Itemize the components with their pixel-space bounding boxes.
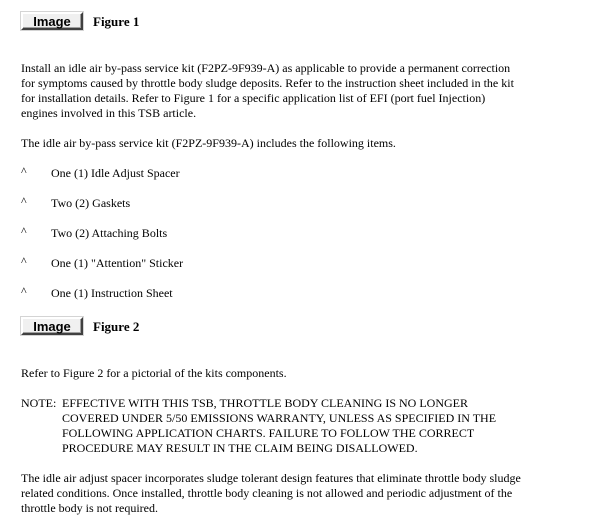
list-item-text: One (1) "Attention" Sticker: [51, 256, 184, 270]
figure-1-row: [21, 10, 139, 32]
caret-bullet-icon: ^: [21, 164, 27, 178]
note-label: NOTE:: [21, 396, 57, 410]
list-item-text: One (1) Instruction Sheet: [51, 286, 173, 300]
figure-2-caption: Figure 2: [93, 318, 140, 334]
list-item-text: One (1) Idle Adjust Spacer: [51, 166, 180, 180]
note-text: EFFECTIVE WITH THIS TSB, THROTTLE BODY CLEANING IS NO LONGER COVERED UNDER 5/50 EMISSIONS WARRANTY, UNLESS AS SPECIFIED IN THE FOLLOWING APPLICATION CHARTS. FAILURE TO FOLLOW THE CORRECT PROCEDURE MAY RESULT IN THE CLAIM BEING DISALLOWED.: [62, 396, 497, 455]
list-item-text: Two (2) Attaching Bolts: [51, 226, 168, 240]
caret-bullet-icon: ^: [21, 224, 27, 238]
figure-1-caption: Figure 1: [93, 13, 140, 29]
figure-1-image-button[interactable]: Image: [21, 12, 83, 30]
warranty-note: [21, 396, 541, 458]
spacer-paragraph: The idle air adjust spacer incorporates sludge tolerant design features that eliminate throttle body sludge related conditions. Once installed, throttle body cleaning is not allowed and periodic adjustment of the throttle body is not required.: [21, 471, 521, 515]
figure-2-image-button[interactable]: Image: [21, 317, 83, 335]
caret-bullet-icon: ^: [21, 254, 27, 268]
caret-bullet-icon: ^: [21, 284, 27, 298]
caret-bullet-icon: ^: [21, 194, 27, 208]
kit-contents-paragraph: The idle air by-pass service kit (F2PZ-9F939-A) includes the following items.: [21, 136, 396, 150]
figure-2-row: [21, 315, 139, 337]
intro-paragraph: Install an idle air by-pass service kit (F2PZ-9F939-A) as applicable to provide a permanent correction for symptoms caused by throttle body sludge deposits. Refer to the instruction sheet included in the kit for installation details. Refer to Figure 1 for a specific application list of EFI (port fuel Injection) engines involved in this TSB article.: [21, 61, 514, 120]
figure-2-paragraph: Refer to Figure 2 for a pictorial of the kits components.: [21, 366, 287, 380]
list-item-text: Two (2) Gaskets: [51, 196, 131, 210]
